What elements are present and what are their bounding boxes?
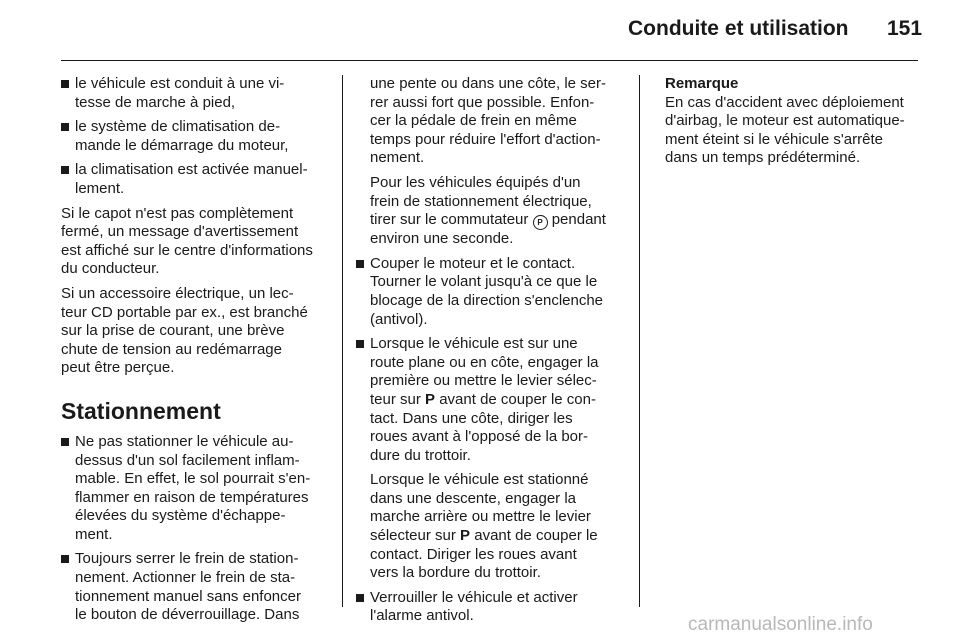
note-text: En cas d'accident avec déploiement d'airbag, le moteur est automatique- ment éteint si le véhicule s'arrête dans un temps prédéterminé. [665,93,905,167]
bullet-square-icon [61,80,69,88]
list-item: Couper le moteur et le contact. Tourner le volant jusqu'à ce que le blocage de la direction s'enclenche (antivol). [356,255,628,329]
watermark: carmanualsonline.info [688,614,873,635]
brake-continuation-paragraph: une pente ou dans une côte, le ser- rer aussi fort que possible. Enfon- cer la pédale de frein en même temps pour réduire l'effort d'action- nement. [370,75,607,167]
right-column [665,75,923,168]
list-item: Ne pas stationner le véhicule au- dessus d'un sol facilement inflam- mable. En effet, le sol pourrait s'en- flammer en raison de températures élevées du système d'échappe- ment. [61,433,329,545]
electric-brake-paragraph: Pour les véhicules équipés d'un frein de stationnement électrique, tirer sur le commutateur P pendant environ une seconde. [370,173,606,248]
bullet-square-icon [61,166,69,174]
note-title: Remarque [665,75,739,92]
middle-column [356,75,628,632]
list-item: Verrouiller le véhicule et activer l'alarme antivol. [356,589,628,626]
list-item: Toujours serrer le frein de station- nement. Actionner le frein de sta- tionnement manuel sans enfoncer le bouton de déverrouillage. Dans [61,550,329,624]
bullet-square-icon [61,555,69,563]
accessory-paragraph: Si un accessoire électrique, un lec- teur CD portable par ex., est branché sur la prise de courant, une brève chute de tension au redémarrage peut être perçue. [61,284,308,377]
page-header-title: Conduite et utilisation [628,17,849,40]
list-item: la climatisation est activée manuel- lement. [61,161,329,198]
bullet-square-icon [356,594,364,602]
bullet-square-icon [61,123,69,131]
hood-warning-paragraph: Si le capot n'est pas complètement fermé, un message d'avertissement est affiché sur le centre d'informations du conducteur. [61,204,313,278]
downhill-paragraph: Lorsque le véhicule est stationné dans une descente, engager la marche arrière ou mettre le levier sélecteur sur P avant de couper le contact. Diriger les roues avant vers la bordure du trottoir. [370,471,598,582]
page-number: 151 [887,17,923,40]
list-item: Lorsque le véhicule est sur une route plane ou en côte, engager la première ou mettre le levier sélec- teur sur P avant de couper le con- tact. Dans une côte, diriger les roues avant à l'opposé de la bor- dure du trottoir. [356,335,628,465]
left-column [61,75,329,631]
list-item: le véhicule est conduit à une vi- tesse de marche à pied, [61,75,329,112]
bullet-square-icon [356,260,364,268]
bullet-square-icon [356,340,364,348]
section-heading-stationnement: Stationnement [61,397,221,424]
parking-brake-icon: P [533,215,548,230]
column-divider-2 [639,75,640,607]
header-divider [61,60,918,61]
list-item: le système de climatisation de- mande le démarrage du moteur, [61,118,329,155]
bullet-square-icon [61,438,69,446]
column-divider-1 [342,75,343,607]
